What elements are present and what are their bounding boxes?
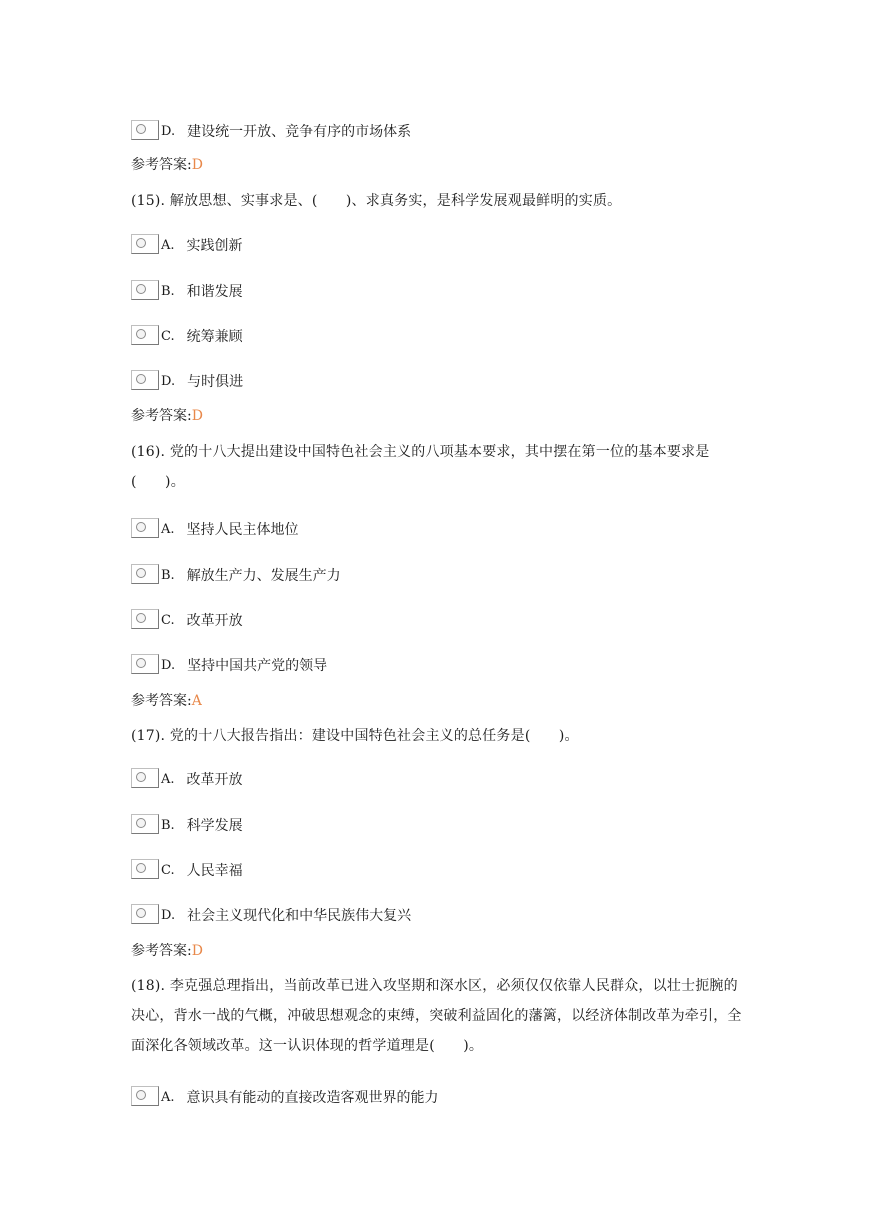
option-text: 坚持中国共产党的领导 (187, 658, 328, 674)
option-letter: A. (161, 522, 175, 537)
q17-option-d[interactable] (131, 900, 751, 924)
q14-answer (131, 154, 751, 177)
option-letter: C. (161, 329, 175, 344)
option-letter: D. (161, 908, 176, 923)
radio-circle-icon (136, 1090, 146, 1100)
radio-circle-icon (136, 658, 146, 668)
option-letter: D. (161, 374, 176, 389)
radio-circle-icon (136, 238, 146, 248)
answer-value: D (191, 157, 203, 173)
q18-option-a[interactable] (131, 1082, 751, 1106)
radio-circle-icon (136, 772, 146, 782)
radio-button[interactable] (131, 564, 159, 584)
radio-button[interactable] (131, 234, 159, 254)
radio-button[interactable] (131, 518, 159, 538)
q18-question: (18). 李克强总理指出，当前改革已进入攻坚期和深水区，必须仅仅依靠人民群众，以壮士扼腕的决心，背水一战的气概，冲破思想观念的束缚，突破利益固化的藩篱，以经济体制改革为牵引，全面深化各领域改革。这一认识体现的哲学道理是( )。 (131, 978, 742, 1054)
answer-label: 参考答案: (131, 943, 192, 959)
option-text: 与时俱进 (187, 374, 244, 390)
option-text: 统筹兼顾 (186, 329, 243, 345)
radio-button[interactable] (131, 814, 159, 834)
radio-button[interactable] (131, 654, 159, 674)
option-letter: A. (161, 238, 175, 253)
q15-option-a[interactable] (131, 230, 751, 254)
option-text: 改革开放 (186, 772, 243, 788)
q15-option-c[interactable] (131, 321, 751, 345)
q17-question: (17). 党的十八大报告指出：建设中国特色社会主义的总任务是( )。 (131, 728, 579, 744)
q15-answer (131, 405, 751, 428)
q17-option-a[interactable] (131, 764, 751, 788)
radio-button[interactable] (131, 859, 159, 879)
answer-value: A (191, 693, 202, 709)
q15-question: (15). 解放思想、实事求是、( )、求真务实，是科学发展观最鲜明的实质。 (131, 193, 622, 209)
option-letter: C. (161, 613, 175, 628)
option-text: 意识具有能动的直接改造客观世界的能力 (186, 1090, 439, 1106)
option-text: 坚持人民主体地位 (186, 522, 299, 538)
q16-option-c[interactable] (131, 605, 751, 629)
radio-circle-icon (136, 124, 146, 134)
q14-option-d[interactable] (131, 116, 751, 140)
radio-circle-icon (136, 522, 146, 532)
answer-value: D (191, 943, 203, 959)
radio-circle-icon (136, 568, 146, 578)
q16-option-d[interactable] (131, 650, 751, 674)
radio-button[interactable] (131, 325, 159, 345)
option-text: 改革开放 (186, 613, 243, 629)
radio-button[interactable] (131, 904, 159, 924)
radio-circle-icon (136, 613, 146, 623)
q16-option-b[interactable] (131, 560, 751, 584)
option-text: 人民幸福 (186, 863, 243, 879)
option-text: 解放生产力、发展生产力 (186, 568, 341, 584)
q17-answer (131, 940, 751, 963)
radio-circle-icon (136, 329, 146, 339)
q16-answer (131, 690, 751, 713)
option-text: 社会主义现代化和中华民族伟大复兴 (187, 908, 412, 924)
option-letter: B. (161, 818, 175, 833)
q15-option-d[interactable] (131, 366, 751, 390)
option-letter: A. (161, 1090, 175, 1105)
radio-circle-icon (136, 863, 146, 873)
option-letter: C. (161, 863, 175, 878)
option-text: 实践创新 (186, 238, 243, 254)
q17-option-c[interactable] (131, 855, 751, 879)
option-text: 和谐发展 (186, 284, 243, 300)
radio-button[interactable] (131, 280, 159, 300)
radio-circle-icon (136, 284, 146, 294)
option-letter: B. (161, 284, 175, 299)
option-text: 建设统一开放、竞争有序的市场体系 (187, 124, 412, 140)
radio-button[interactable] (131, 370, 159, 390)
answer-value: D (191, 408, 203, 424)
answer-label: 参考答案: (131, 408, 192, 424)
option-letter: B. (161, 568, 175, 583)
option-letter: D. (161, 658, 176, 673)
radio-circle-icon (136, 374, 146, 384)
option-text: 科学发展 (186, 818, 243, 834)
radio-button[interactable] (131, 609, 159, 629)
q16-option-a[interactable] (131, 514, 751, 538)
q16-question: (16). 党的十八大提出建设中国特色社会主义的八项基本要求，其中摆在第一位的基本要求是( )。 (131, 444, 710, 490)
radio-button[interactable] (131, 120, 159, 140)
answer-label: 参考答案: (131, 693, 192, 709)
radio-circle-icon (136, 818, 146, 828)
radio-circle-icon (136, 908, 146, 918)
radio-button[interactable] (131, 768, 159, 788)
option-letter: A. (161, 772, 175, 787)
option-letter: D. (161, 124, 176, 139)
q17-option-b[interactable] (131, 810, 751, 834)
q15-option-b[interactable] (131, 276, 751, 300)
answer-label: 参考答案: (131, 157, 192, 173)
radio-button[interactable] (131, 1086, 159, 1106)
